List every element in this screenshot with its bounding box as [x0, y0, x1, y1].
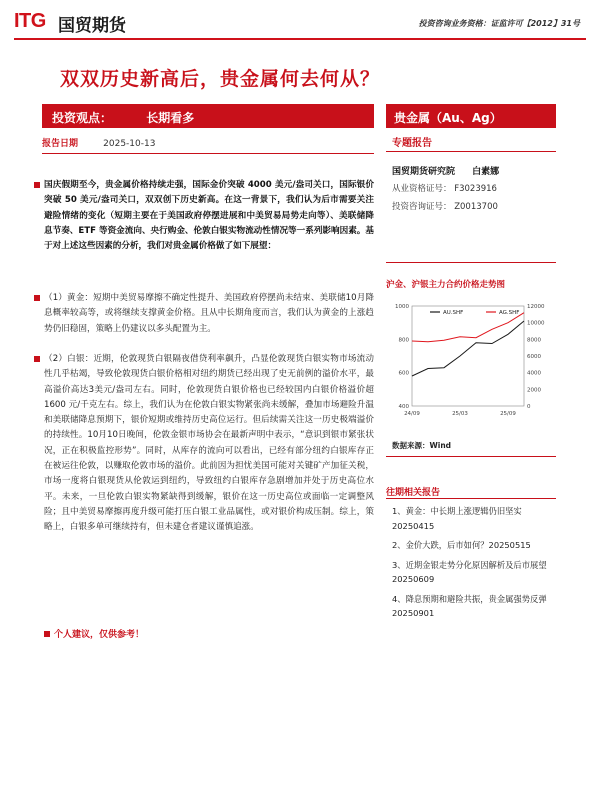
x-tick-label: 24/09 [404, 411, 420, 417]
license-text: 投资咨询业务资格：证监许可【2012】31号 [418, 19, 580, 28]
chart-source: 数据来源：Wind [392, 441, 452, 450]
price-chart [386, 294, 556, 434]
y-right-tick-label: 0 [527, 404, 531, 410]
related-reports-list [392, 504, 556, 626]
intro-paragraph: 国庆假期至今，贵金属价格持续走强，国际金价突破 4000 美元/盎司关口，国际银价突破 50 美元/盎司关口，双双创下历史新高。在这一背景下，我们认为后市需要关注避险情绪的变化（短期主要在于美国政府停摆进展和中美贸易局势走向等）、美联储降息节奏、ETF 等资金流向、央行购金、伦敦白银实物流动性情况等一系列影响因素。基于对上述这些因素的分析，我们对贵金属价格做了如下展望： [44, 178, 374, 254]
y-right-tick-label: 12000 [527, 304, 545, 310]
bullet-icon [34, 356, 40, 362]
related-report-item[interactable]: 4、降息预期和避险共振，贵金属强势反弹 20250901 [392, 593, 547, 618]
license-line: 投资咨询证号： Z0013700 [392, 202, 498, 212]
closing-note: 个人建议，仅供参考！ [44, 627, 144, 640]
series-line-ag-shf [412, 313, 524, 342]
license-line: 从业资格证号： F3023916 [392, 184, 497, 194]
view-value: 长期看多 [146, 111, 195, 125]
legend-label: AU.SHF [443, 310, 464, 316]
report-title: 双双历史新高后，贵金属何去何从？ [60, 68, 381, 90]
y-right-tick-label: 2000 [527, 387, 541, 394]
view-label: 投资观点： [52, 111, 113, 125]
related-reports-title: 往期相关报告 [386, 488, 441, 498]
y-right-tick-label: 8000 [527, 337, 541, 344]
y-right-tick-label: 10000 [527, 320, 545, 327]
related-report-item[interactable]: 2、金价大跌，后市如何？20250515 [392, 540, 531, 550]
plot-frame [412, 306, 524, 406]
related-report-item[interactable]: 1、黄金：中长期上涨逻辑仍旧坚实 20250415 [392, 506, 522, 531]
gold-paragraph: （1）黄金：短期中美贸易摩擦不确定性提升、美国政府停摆尚未结束、美联储10月降息概率较高等，或将继续支撑黄金价格。且从中长期角度而言，我们认为黄金的上涨趋势仍旧稳固，策略上仍建议以多头配置为主。 [44, 291, 374, 337]
report-date-label: 报告日期 [42, 139, 79, 149]
report-date-row [42, 136, 155, 149]
right-divider [386, 151, 556, 152]
y-left-tick-label: 1000 [395, 304, 409, 310]
view-banner [42, 104, 374, 128]
silver-paragraph: （2）白银：近期，伦敦现货白银隔夜借贷利率飙升，凸显伦敦现货白银实物市场流动性几乎枯竭，导致伦敦现货白银价格相对纽约期货已经出现了史无前例的溢价水平，最高溢价高达3美元/盎司左右。同时，伦敦现货白银价格也已经较国内白银价格溢价超1600 元/千克左右。综上，我们认为在伦敦白银实物紧张尚未缓解，叠加市场避险升温和美联储降息预期下，银价短期或维持历史高位运行。但后续需关注这一历史极端溢价的持续性。10月10日晚间，伦敦金银市场协会在最新声明中表示，“意识到银市紧张状况，正在积极监控形势”。同时，从库存的流向可以看出，已经有部分纽约白银库存正在被运往伦敦，以赚取伦敦市场的溢价。此前因为担忧美国可能对关键矿产加征关税，市场一度将白银现货从伦敦运到纽约，导致纽约白银库存急剧增加并处于历史高位水平。未来，一旦伦敦白银实物紧缺得到缓解，银价在这一历史高位或面临一定调整风险；且中美贸易摩擦再度升级可能打压白银工业品属性，或对银价构成压制。综上，策略上，白银多单可继续持有，但未建仓者建议谨慎追涨。 [44, 352, 374, 536]
x-tick-label: 25/09 [500, 411, 516, 417]
category-banner: 贵金属（Au、Ag） [386, 104, 556, 128]
report-date-value: 2025-10-13 [103, 139, 156, 149]
category-subtitle: 专题报告 [392, 138, 432, 149]
header-divider [14, 38, 586, 40]
bullet-icon [44, 631, 50, 637]
bullet-icon [34, 295, 40, 301]
logo-itg: ITG [14, 10, 46, 32]
right-divider [386, 456, 556, 457]
logo-company-name: 国贸期货 [58, 16, 126, 36]
institute-row [392, 164, 513, 177]
chart-title: 沪金、沪银主力合约价格走势图 [386, 280, 506, 290]
bullet-icon [34, 182, 40, 188]
institute-name: 国贸期货研究院 [392, 167, 456, 177]
legend-label: AG.SHF [499, 310, 520, 316]
right-divider [386, 498, 556, 499]
y-left-tick-label: 400 [398, 404, 409, 410]
analyst-name: 白素娜 [472, 167, 500, 177]
y-left-tick-label: 600 [398, 370, 409, 377]
x-tick-label: 25/03 [452, 411, 468, 417]
right-divider [386, 262, 556, 263]
series-line-au-shf [412, 321, 524, 376]
y-right-tick-label: 6000 [527, 354, 541, 360]
left-divider [42, 153, 374, 154]
related-report-item[interactable]: 3、近期金银走势分化原因解析及后市展望 20250609 [392, 559, 547, 584]
y-left-tick-label: 800 [398, 337, 409, 344]
y-right-tick-label: 4000 [527, 370, 541, 377]
